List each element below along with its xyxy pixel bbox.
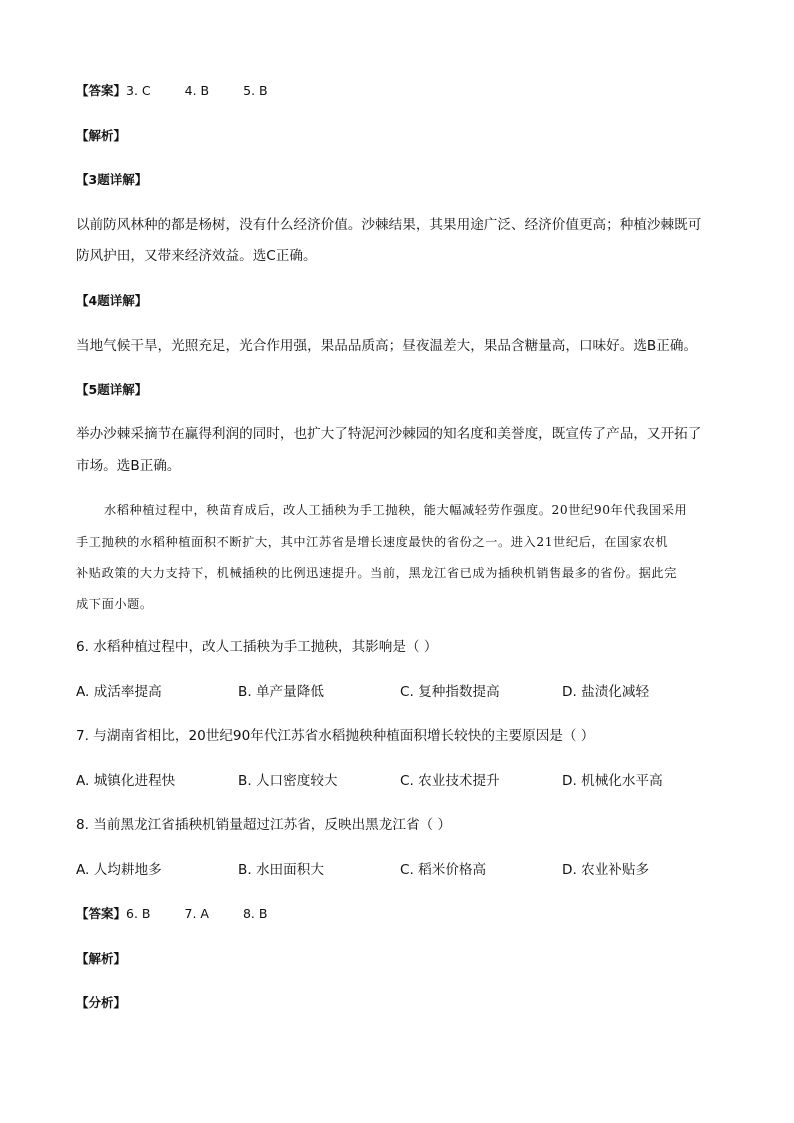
- passage-line-4: 成下面小题。: [76, 597, 153, 611]
- q5-title: 【5题详解】: [76, 382, 148, 397]
- answer-tag: 【答案】: [76, 83, 127, 98]
- question-6-option-c: C. 复种指数提高: [400, 684, 500, 700]
- answer-line-2: [76, 908, 267, 921]
- question-8-option-d: D. 农业补贴多: [562, 862, 650, 878]
- question-8-stem: 8. 当前黑龙江省插秧机销量超过江苏省，反映出黑龙江省（ ）: [76, 817, 452, 833]
- q3-title: 【3题详解】: [76, 172, 148, 187]
- q4-title: 【4题详解】: [76, 293, 148, 308]
- answer-5: 5. B: [243, 83, 268, 98]
- answer-tag-2: 【答案】: [76, 906, 127, 921]
- fenxi-heading: 【分析】: [76, 995, 127, 1010]
- analysis-heading: 【解析】: [76, 128, 127, 143]
- q3-text-line-2: 防风护田，又带来经济效益。选C正确。: [76, 248, 317, 264]
- answer-8: 8. B: [242, 906, 268, 921]
- question-8-option-b: B. 水田面积大: [238, 862, 324, 878]
- question-7-stem: 7. 与湖南省相比，20世纪90年代江苏省水稻抛秧种植面积增长较快的主要原因是（ ）: [76, 728, 595, 744]
- passage-line-3: 补贴政策的大力支持下，机械插秧的比例迅速提升。当前，黑龙江省已成为插秧机销售最多的省份。据此完: [76, 566, 678, 580]
- q5-text-line-1: 举办沙棘采摘节在赢得利润的同时，也扩大了特泥河沙棘园的知名度和美誉度，既宣传了产品，又开拓了: [76, 426, 702, 442]
- answer-4: 4. B: [184, 83, 210, 98]
- question-6-option-d: D. 盐渍化减轻: [562, 684, 650, 700]
- q3-text-line-1: 以前防风林种的都是杨树，没有什么经济价值。沙棘结果，其果用途广泛、经济价值更高；种植沙棘既可: [76, 217, 702, 233]
- q4-text-line-1: 当地气候干旱，光照充足，光合作用强，果品品质高；昼夜温差大，果品含糖量高，口味好。选B正确。: [76, 338, 698, 354]
- question-7-option-b: B. 人口密度较大: [238, 773, 338, 789]
- passage-line-1: 水稻种植过程中，秧苗育成后，改人工插秧为手工抛秧，能大幅减轻劳作强度。20世纪90年代我国采用: [104, 503, 688, 517]
- question-8-option-c: C. 稻米价格高: [400, 862, 487, 878]
- question-7-option-c: C. 农业技术提升: [400, 773, 500, 789]
- analysis-heading-2: 【解析】: [76, 951, 127, 966]
- question-6-stem: 6. 水稻种植过程中，改人工插秧为手工抛秧，其影响是（ ）: [76, 639, 438, 655]
- passage-line-2: 手工抛秧的水稻种植面积不断扩大，其中江苏省是增长速度最快的省份之一。进入21世纪后，在国家农机: [76, 535, 669, 549]
- question-7-option-d: D. 机械化水平高: [562, 773, 663, 789]
- answer-3: 3. C: [126, 83, 151, 98]
- question-8-option-a: A. 人均耕地多: [76, 862, 162, 878]
- answer-line-1: [76, 85, 268, 98]
- answer-6: 6. B: [126, 906, 151, 921]
- q5-text-line-2: 市场。选B正确。: [76, 458, 181, 474]
- question-6-option-b: B. 单产量降低: [238, 684, 324, 700]
- answer-7: 7. A: [184, 906, 209, 921]
- question-7-option-a: A. 城镇化进程快: [76, 773, 176, 789]
- question-6-option-a: A. 成活率提高: [76, 684, 162, 700]
